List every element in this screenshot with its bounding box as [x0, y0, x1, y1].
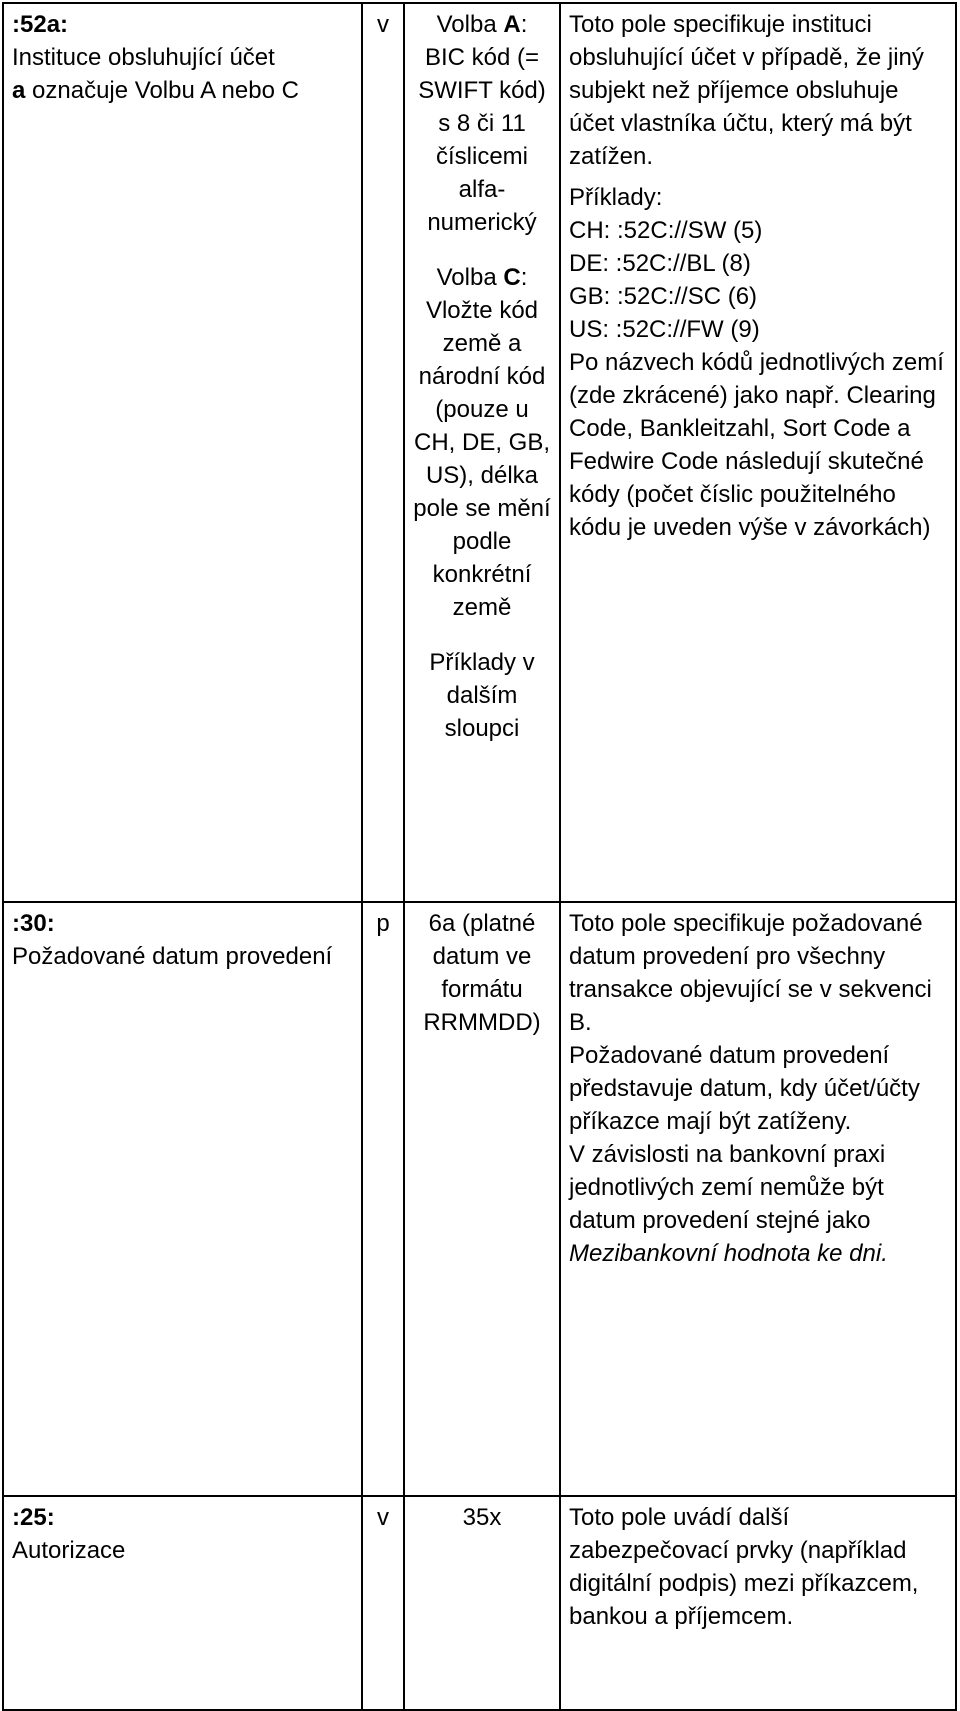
field-note [12, 74, 353, 107]
field-cell [3, 1496, 362, 1710]
option-a-letter: A [503, 11, 521, 38]
option-c-prefix: Volba [436, 264, 504, 291]
option-note: Příklady v dalším sloupci [429, 649, 535, 742]
example-line: GB: :52C://SC (6) [569, 283, 758, 310]
field-cell [3, 3, 362, 902]
description-cell [560, 1496, 956, 1710]
field-name: Autorizace [12, 1537, 126, 1564]
field-cell [3, 902, 362, 1496]
example-line: DE: :52C://BL (8) [569, 250, 751, 277]
option-c-text: Vložte kód země a národní kód (pouze u CH, DE, GB, US), délka pole se mění podle konkrétní země [413, 297, 551, 621]
examples-note: Po názvech kódů jednotlivých zemí (zde zkrácené) jako např. Clearing Code, Bankleitzahl, Sort Code a Fedwire Code následují skutečné kódy (počet číslic použitelného kódu je uveden výše v závorkách) [569, 349, 944, 541]
option-a-text: BIC kód (= SWIFT kód) s 8 či 11 číslicemi alfa-numerický [418, 44, 546, 236]
format-cell [404, 3, 560, 902]
example-line: US: :52C://FW (9) [569, 316, 760, 343]
status-value: p [376, 910, 390, 937]
specification-table [2, 2, 957, 1711]
format-cell [404, 902, 560, 1496]
option-c-letter: C [503, 264, 521, 291]
field-tag: :25: [12, 1504, 55, 1531]
status-cell [362, 1496, 404, 1710]
option-c-suffix: : [520, 264, 528, 291]
description-cell [560, 3, 956, 902]
examples-title: Příklady: [569, 184, 663, 211]
description-text: Toto pole specifikuje instituci obsluhující účet v případě, že jiný subjekt než příjemce obsluhuje účet vlastníka účtu, který má být zatížen. [569, 11, 924, 170]
option-a-suffix: : [520, 11, 528, 38]
format-value: 6a (platné datum ve formátu RRMMDD) [423, 910, 541, 1036]
option-c [413, 261, 551, 294]
table-row [3, 1496, 956, 1710]
status-cell [362, 3, 404, 902]
description-text: Požadované datum provedení představuje datum, kdy účet/účty příkazce mají být zatíženy. [569, 1042, 920, 1135]
description-cell [560, 902, 956, 1496]
table-row [3, 902, 956, 1496]
field-note-bold: a [12, 77, 26, 104]
format-cell [404, 1496, 560, 1710]
description-text: Toto pole uvádí další zabezpečovací prvky (například digitální podpis) mezi příkazcem, bankou a příjemcem. [569, 1504, 919, 1630]
field-note-rest: označuje Volbu A nebo C [25, 77, 299, 104]
description-text: Toto pole specifikuje požadované datum provedení pro všechny transakce objevující se v sekvenci B. [569, 910, 932, 1036]
description-italic: Mezibankovní hodnota ke dni. [569, 1240, 888, 1267]
description-plain: V závislosti na bankovní praxi jednotlivých zemí nemůže být datum provedení stejné jako [569, 1141, 886, 1234]
status-value: v [377, 11, 389, 38]
option-a-prefix: Volba [436, 11, 504, 38]
format-value: 35x [462, 1504, 502, 1531]
option-a [413, 8, 551, 41]
description-text [569, 1138, 947, 1270]
field-name: Instituce obsluhující účet [12, 44, 275, 71]
field-name: Požadované datum provedení [12, 943, 333, 970]
field-tag: :52a: [12, 11, 69, 38]
example-line: CH: :52C://SW (5) [569, 217, 763, 244]
status-cell [362, 902, 404, 1496]
table-row [3, 3, 956, 902]
status-value: v [377, 1504, 389, 1531]
field-tag: :30: [12, 910, 55, 937]
